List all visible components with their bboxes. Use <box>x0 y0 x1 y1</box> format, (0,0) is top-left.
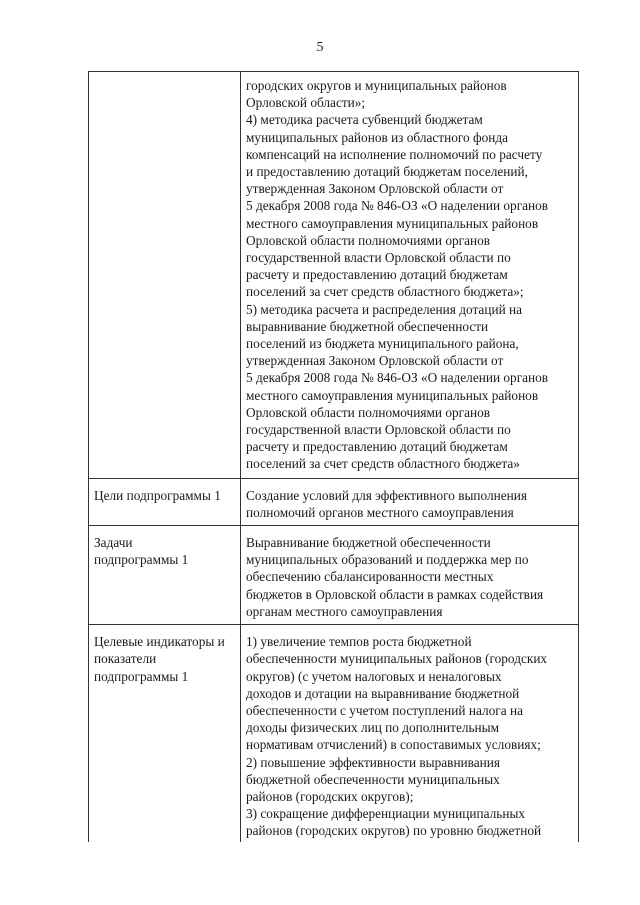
text-line: обеспеченности с учетом поступлений налога на <box>246 702 523 718</box>
label-line: подпрограммы 1 <box>94 552 189 568</box>
row-label-cell <box>89 526 241 625</box>
text-line: расчету и предоставлению дотаций бюджетам <box>246 267 508 283</box>
text-line: округов) (с учетом налоговых и неналоговых <box>246 668 502 684</box>
label-line: Цели подпрограммы 1 <box>94 487 221 503</box>
text-line: бюджетов в Орловской области в рамках содействия <box>246 586 544 602</box>
text-line: Создание условий для эффективного выполнения <box>246 487 528 503</box>
text-line: поселений за счет средств областного бюджета» <box>246 456 520 472</box>
text-line: утвержденная Законом Орловской области от <box>246 181 504 197</box>
text-line: органам местного самоуправления <box>246 603 443 619</box>
label-line: Задачи <box>94 535 133 551</box>
text-line: поселений за счет средств областного бюджета»; <box>246 284 524 300</box>
text-line: муниципальных районов из областного фонда <box>246 129 508 145</box>
table-row <box>89 72 579 479</box>
row-content-cell <box>241 526 579 625</box>
label-line: показатели <box>94 651 157 667</box>
text-line: муниципальных образований и поддержка мер по <box>246 552 529 568</box>
text-line: доходы физических лиц по дополнительным <box>246 720 500 736</box>
text-line: компенсаций на исполнение полномочий по расчету <box>246 146 543 162</box>
text-line: городских округов и муниципальных районов <box>246 78 507 93</box>
text-line: и предоставлению дотаций бюджетам поселений, <box>246 164 528 180</box>
text-line: 5 декабря 2008 года № 846-ОЗ «О наделении органов <box>246 370 549 386</box>
text-line: утвержденная Законом Орловской области от <box>246 353 504 369</box>
text-line: нормативам отчислений) в сопоставимых условиях; <box>246 737 541 753</box>
label-line: Целевые индикаторы и <box>94 634 225 650</box>
table-row <box>89 478 579 525</box>
text-line: обеспечению сбалансированности местных <box>246 569 494 585</box>
text-line: государственной власти Орловской области по <box>246 422 511 438</box>
text-line: выравнивание бюджетной обеспеченности <box>246 318 489 334</box>
row-label-cell <box>89 478 241 525</box>
text-line: 5) методика расчета и распределения дотаций на <box>246 301 523 317</box>
text-line: бюджетной обеспеченности муниципальных <box>246 771 500 787</box>
text-line: Орловской области полномочиями органов <box>246 404 491 420</box>
text-line: Орловской области»; <box>246 95 366 111</box>
table-row <box>89 526 579 625</box>
row-content-cell <box>241 478 579 525</box>
text-line: Орловской области полномочиями органов <box>246 232 491 248</box>
row-label-cell <box>89 72 241 479</box>
text-line: расчету и предоставлению дотаций бюджетам <box>246 439 508 455</box>
text-line: 3) сокращение дифференциации муниципальных <box>246 806 526 822</box>
text-line: Выравнивание бюджетной обеспеченности <box>246 535 491 551</box>
row-content-cell <box>241 625 579 842</box>
text-line: поселений из бюджета муниципального района, <box>246 336 519 352</box>
text-line: обеспеченности муниципальных районов (городских <box>246 651 548 667</box>
text-line: местного самоуправления муниципальных районов <box>246 215 539 231</box>
text-line: полномочий органов местного самоуправления <box>246 504 514 520</box>
text-line: районов (городских округов); <box>246 788 414 804</box>
page-number: 5 <box>316 40 324 55</box>
row-content-cell <box>241 72 579 479</box>
text-line: местного самоуправления муниципальных районов <box>246 387 539 403</box>
subprogram-passport-table <box>88 71 579 842</box>
text-line: государственной власти Орловской области по <box>246 250 511 266</box>
text-line: районов (городских округов) по уровню бюджетной <box>246 823 542 839</box>
text-line: 5 декабря 2008 года № 846-ОЗ «О наделении органов <box>246 198 549 214</box>
text-line: доходов и дотации на выравнивание бюджетной <box>246 685 520 701</box>
text-line: 2) повышение эффективности выравнивания <box>246 754 501 770</box>
table-row <box>89 625 579 842</box>
row-label-cell <box>89 625 241 842</box>
text-line: 4) методика расчета субвенций бюджетам <box>246 112 483 128</box>
label-line: подпрограммы 1 <box>94 668 189 684</box>
text-line: 1) увеличение темпов роста бюджетной <box>246 634 472 650</box>
